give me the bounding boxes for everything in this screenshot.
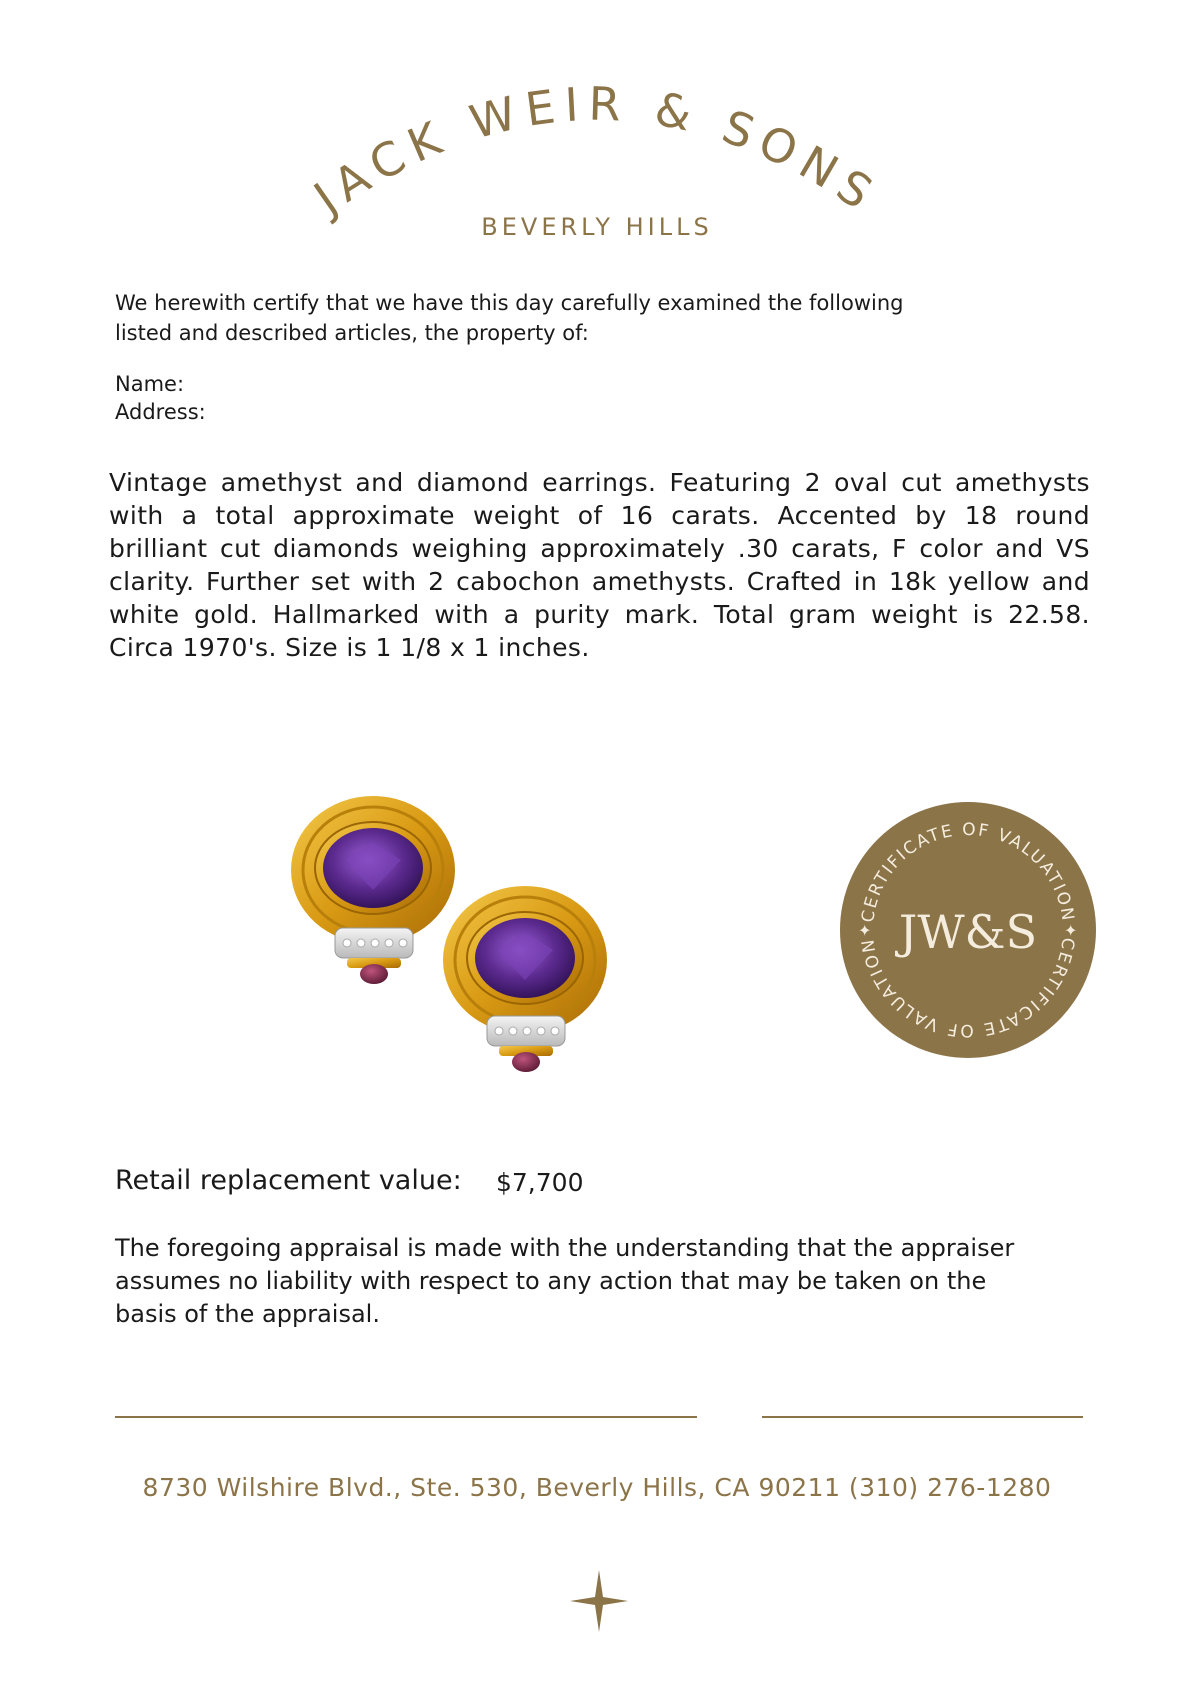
disclaimer-text: The foregoing appraisal is made with the understanding that the appraiser assumes no liability with respect to any action that may be taken on the basis of the appraisal. <box>115 1234 1015 1328</box>
name-label: Name: <box>115 372 185 396</box>
certificate-seal <box>838 800 1098 1060</box>
seal-star-left-icon: ✦ <box>858 921 872 940</box>
brand-location: BEVERLY HILLS <box>481 213 713 241</box>
four-point-star-icon <box>570 1570 628 1632</box>
seal-ring-text-bottom: CERTIFICATE OF VALUATION <box>858 936 1078 1041</box>
earrings-image <box>285 790 625 1090</box>
seal-ring-text-top: CERTIFICATE OF VALUATION <box>858 819 1078 924</box>
seal-monogram: JW&S <box>898 905 1038 959</box>
earring-left <box>291 796 455 984</box>
svg-text:JACK WEIR & SONS <box>302 77 889 227</box>
valuation-amount: $7,700 <box>496 1168 584 1197</box>
signature-line-appraiser <box>115 1416 697 1418</box>
signature-line-date <box>762 1416 1083 1418</box>
footer-address: 8730 Wilshire Blvd., Ste. 530, Beverly Hills, CA 90211 (310) 276-1280 <box>142 1473 1052 1502</box>
valuation-label: Retail replacement value: <box>115 1165 462 1196</box>
brand-name: JACK WEIR & SONS <box>304 76 890 225</box>
seal-star-right-icon: ✦ <box>1064 921 1078 940</box>
certification-statement: We herewith certify that we have this day carefully examined the following listed and described articles, the property of: <box>115 291 904 345</box>
earring-right <box>443 886 607 1072</box>
item-description: Vintage amethyst and diamond earrings. Featuring 2 oval cut amethysts with a total approximate weight of 16 carats. Accented by 18 round brilliant cut diamonds weighing approximately .30 carats, F color and VS clarity. Further set with 2 cabochon amethysts. Crafted in 18k yellow and white gold. Hallmarked with a purity mark. Total gram weight is 22.58. Circa 1970's. Size is 1 1/8 x 1 inches. <box>109 468 1090 662</box>
address-label: Address: <box>115 400 206 424</box>
